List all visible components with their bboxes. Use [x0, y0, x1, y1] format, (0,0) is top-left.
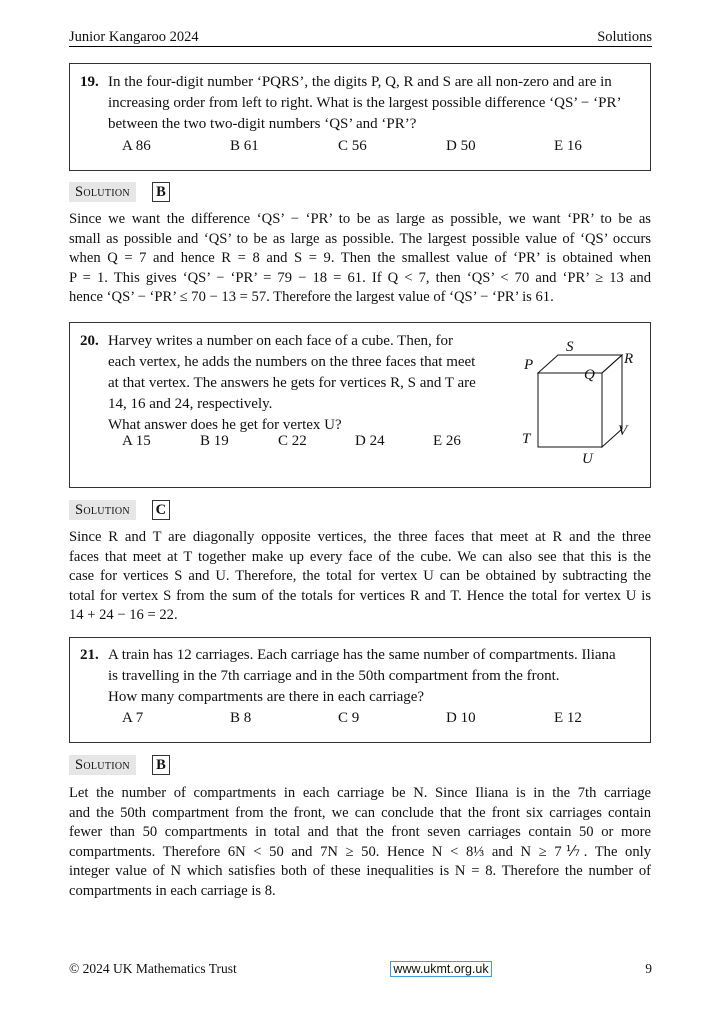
solution-line: faces that meet at T together make up every face of the cube. We can also see that this is the [69, 548, 651, 565]
website-link[interactable]: www.ukmt.org.uk [390, 961, 491, 977]
solution-19-text [69, 210, 651, 308]
solution-line: Let the number of compartments in each carriage be N. Since Iliana is in the 7th carriage [69, 785, 651, 801]
copyright: © 2024 UK Mathematics Trust [69, 961, 237, 976]
cube-diagram [518, 337, 646, 467]
solution-line: fewer than 50 compartments in total and that the front seven carriages contain 50 or more [69, 824, 651, 841]
solution-line: when Q = 7 and hence R = 8 and S = 9. Then the smallest value of ‘PR’ is obtained when [69, 250, 651, 267]
solution-line: total for vertex S from the sum of the totals for vertices R and T. Hence the total for vertex U is [69, 587, 651, 604]
option-c: C 9 [338, 710, 360, 726]
solution-line: and the 50th compartment from the front, we can conclude that the front six carriages contain [69, 804, 651, 821]
question-21-box [69, 637, 651, 743]
question-line: 14, 16 and 24, respectively. [108, 396, 273, 412]
question-19-box [69, 63, 651, 171]
option-d: D 24 [355, 433, 385, 449]
question-text [108, 645, 642, 708]
solution-line: case for vertices S and U. Therefore, the total for vertex U can be obtained by subtracting the [69, 568, 651, 585]
question-number: 21. [80, 647, 99, 663]
question-number: 19. [80, 74, 99, 90]
vertex-label-t: T [522, 431, 531, 447]
page-number: 9 [645, 961, 652, 976]
vertex-label-s: S [566, 339, 574, 355]
cube-top-face [538, 355, 622, 373]
solution-21-text [69, 784, 651, 902]
answer-badge: C [152, 500, 170, 520]
question-line: Harvey writes a number on each face of a cube. Then, for [108, 333, 453, 349]
solution-heading-19 [69, 181, 170, 203]
question-line: How many compartments are there in each carriage? [108, 689, 425, 705]
vertex-label-u: U [582, 451, 593, 467]
page-header [69, 28, 652, 47]
option-d: D 50 [446, 138, 476, 154]
question-line: A train has 12 carriages. Each carriage has the same number of compartments. Iliana [108, 647, 616, 663]
question-text [108, 331, 490, 436]
question-line: between the two two-digit numbers ‘QS’ and ‘PR’? [108, 116, 417, 132]
solution-20-text [69, 528, 651, 626]
solution-line: small as possible and ‘QS’ to be as large as possible. The largest possible value of ‘QS’ occurs [69, 230, 651, 247]
solution-line: compartments in each carriage is 8. [69, 882, 276, 899]
option-e: E 16 [554, 138, 582, 154]
option-a: A 86 [122, 138, 151, 154]
option-c: C 22 [278, 433, 307, 449]
solution-heading-20 [69, 499, 170, 521]
page-footer [69, 960, 652, 978]
answer-badge: B [152, 755, 170, 775]
cube-front-face [538, 373, 602, 447]
vertex-label-r: R [624, 351, 634, 367]
option-e: E 12 [554, 710, 582, 726]
question-20-box [69, 322, 651, 488]
question-text [108, 72, 642, 135]
option-b: B 19 [200, 433, 229, 449]
option-c: C 56 [338, 138, 367, 154]
option-a: A 7 [122, 710, 144, 726]
answer-badge: B [152, 182, 170, 202]
option-b: B 61 [230, 138, 259, 154]
solution-line: Since we want the difference ‘QS’ − ‘PR’ to be as large as possible, we want ‘PR’ to be as [69, 211, 651, 227]
solution-label: Solution [69, 755, 136, 775]
option-e: E 26 [433, 433, 461, 449]
solution-label: Solution [69, 182, 136, 202]
option-b: B 8 [230, 710, 252, 726]
solution-line: hence ‘QS’ − ‘PR’ ≤ 70 − 13 = 57. Therefore the largest value of ‘QS’ − ‘PR’ is 61. [69, 289, 554, 306]
solution-heading-21 [69, 754, 170, 776]
solution-line: 14 + 24 − 16 = 22. [69, 607, 178, 624]
vertex-label-q: Q [584, 367, 595, 383]
option-d: D 10 [446, 710, 476, 726]
vertex-label-p: P [524, 357, 534, 373]
question-line: What answer does he get for vertex U? [108, 417, 342, 433]
solution-label: Solution [69, 500, 136, 520]
header-section: Solutions [597, 29, 652, 45]
question-line: is travelling in the 7th carriage and in the 50th compartment from the front. [108, 668, 560, 684]
question-line: each vertex, he adds the numbers on the three faces that meet [108, 354, 476, 370]
solution-line: integer value of N which satisfies both of these inequalities is N = 8. Therefore the number of [69, 863, 651, 880]
header-title: Junior Kangaroo 2024 [69, 29, 199, 45]
question-line: increasing order from left to right. What is the largest possible difference ‘QS’ − ‘PR’ [108, 95, 622, 111]
solution-line: compartments. Therefore 6N < 50 and 7N ≥ 50. Hence N < 8⅓ and N ≥ 7⅐. The only [69, 843, 651, 860]
vertex-label-v: V [618, 423, 628, 439]
solution-line: P = 1. This gives ‘QS’ − ‘PR’ = 79 − 18 = 61. If Q < 7, then ‘QS’ < 70 and ‘PR’ ≥ 13 and [69, 269, 651, 286]
solution-line: Since R and T are diagonally opposite vertices, the three faces that meet at R and the three [69, 529, 651, 545]
question-number: 20. [80, 333, 99, 349]
option-a: A 15 [122, 433, 151, 449]
question-line: at that vertex. The answers he gets for vertices R, S and T are [108, 375, 476, 391]
question-line: In the four-digit number ‘PQRS’, the digits P, Q, R and S are all non-zero and are in [108, 74, 612, 90]
